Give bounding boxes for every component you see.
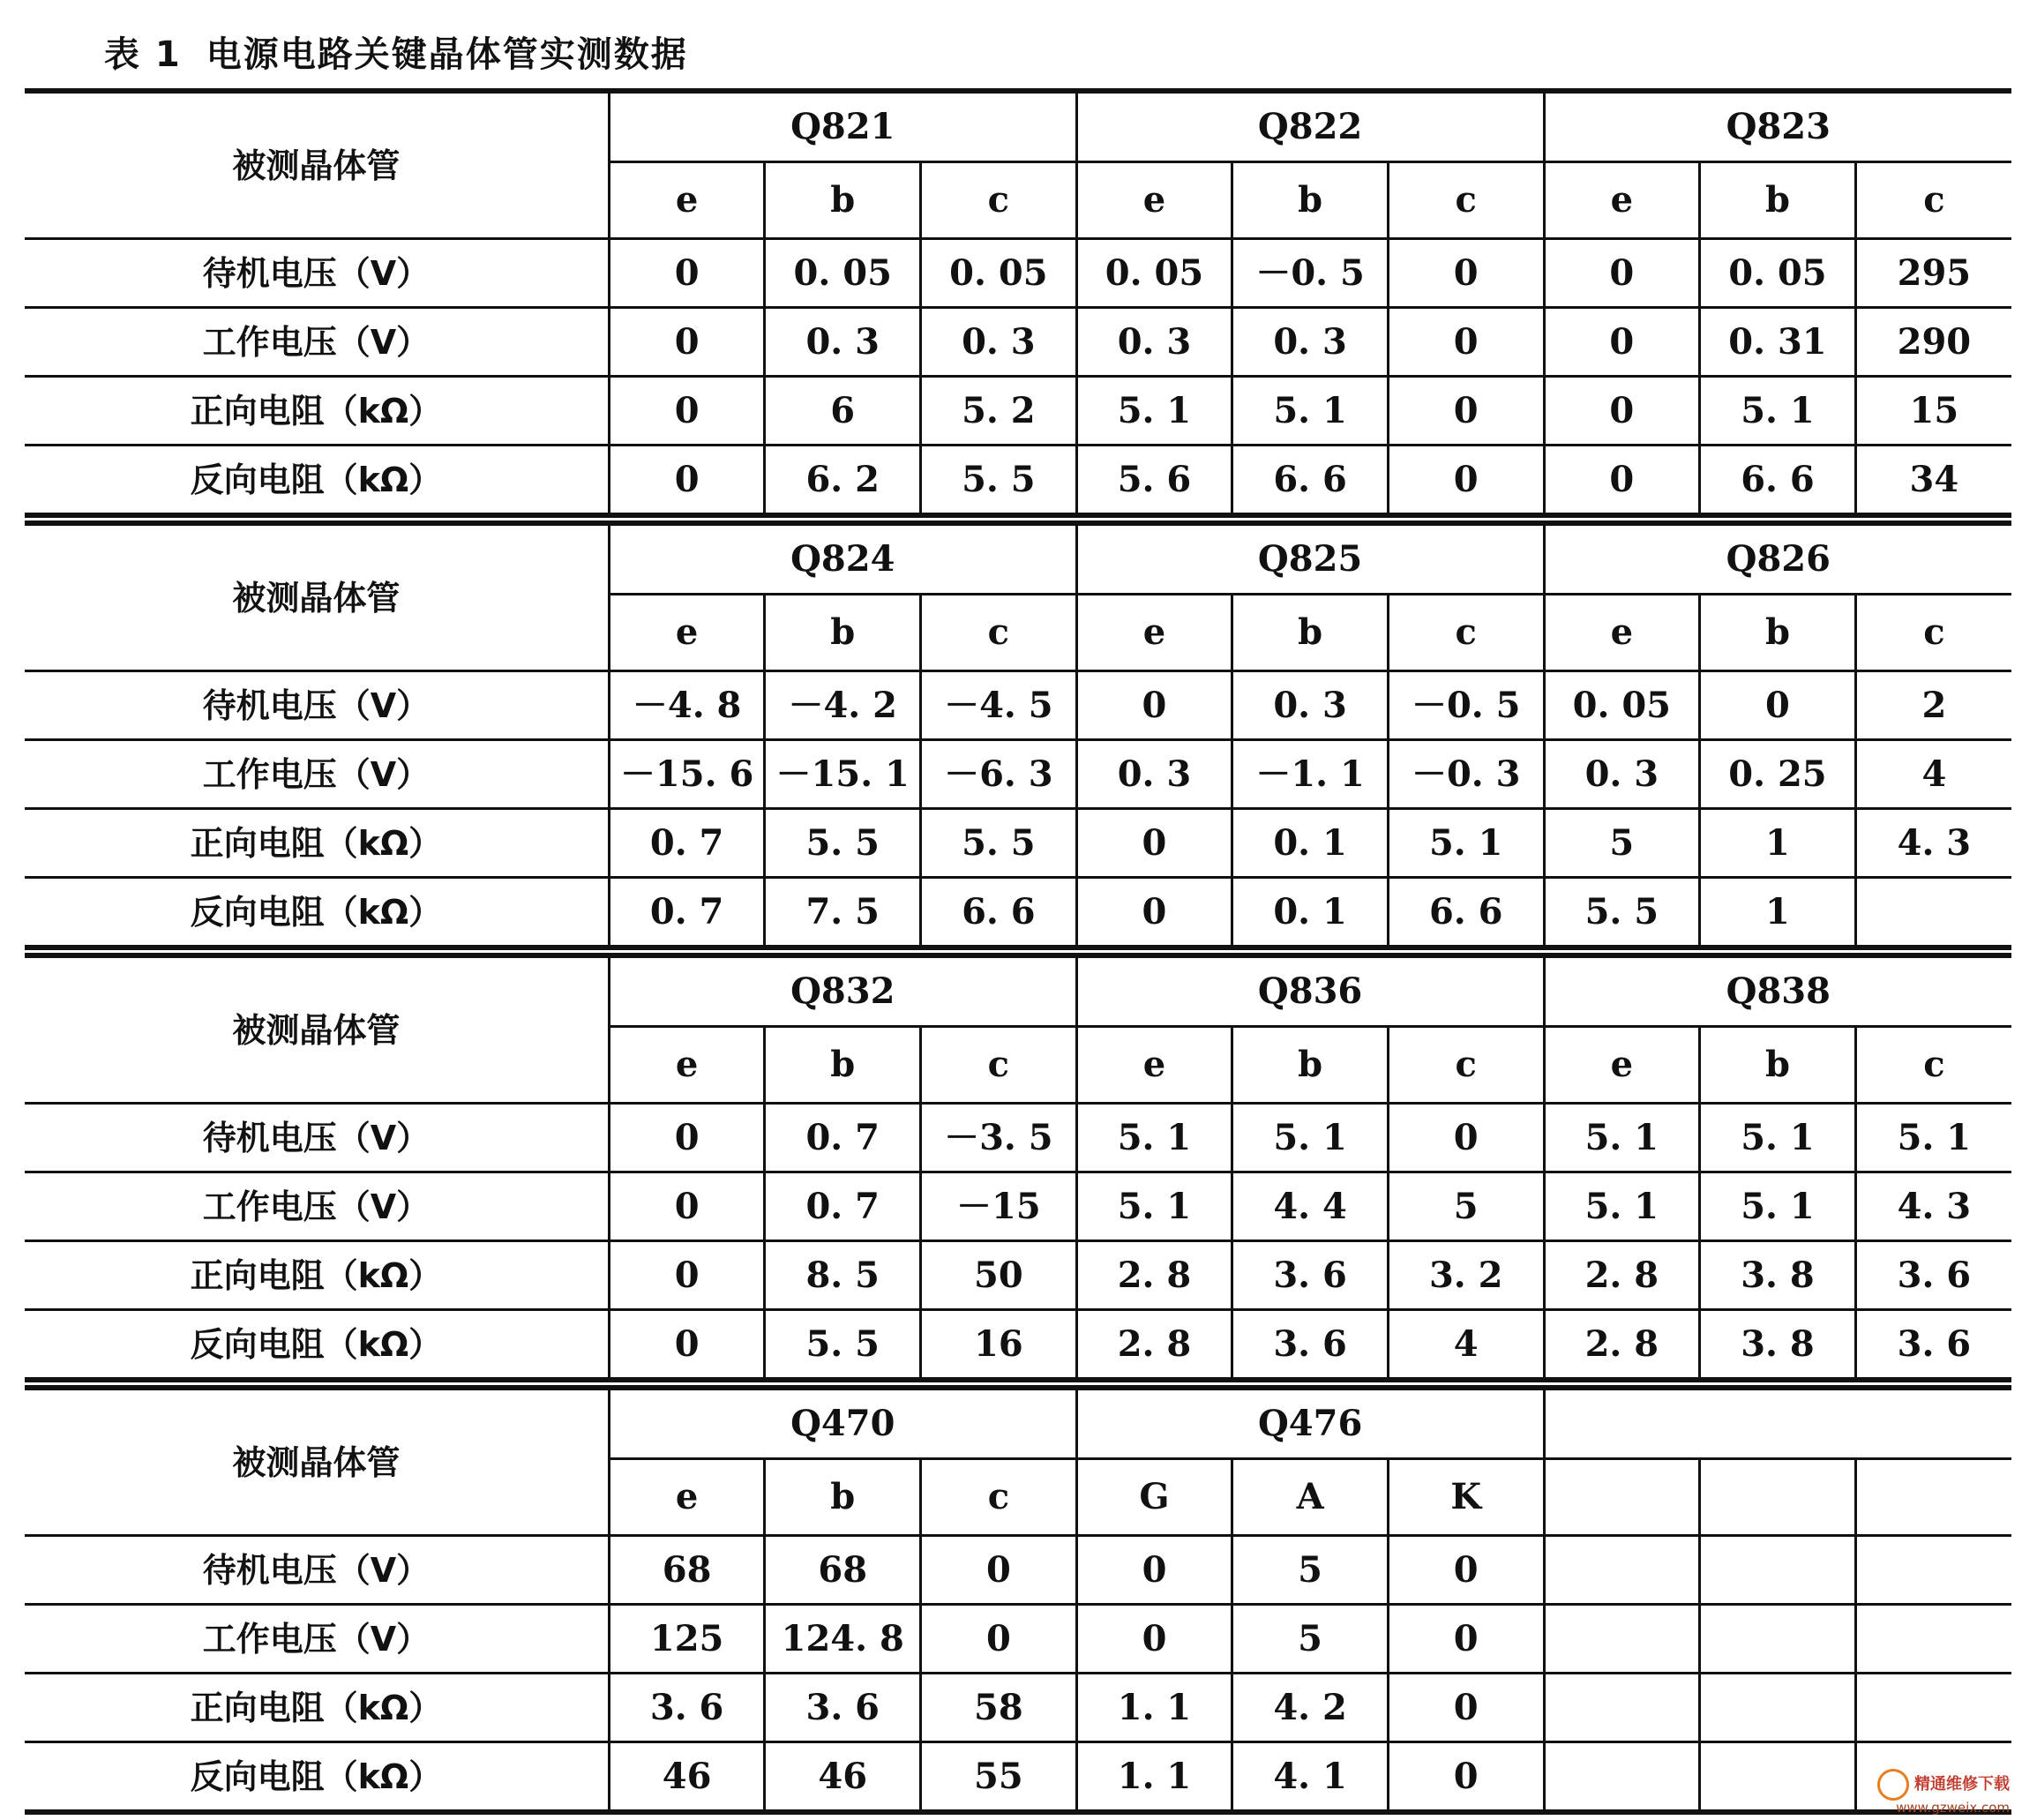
pin-label: e	[1544, 595, 1700, 671]
measurement-value: 0	[609, 1104, 765, 1172]
pin-label: e	[609, 595, 765, 671]
measurement-value: －0. 5	[1388, 671, 1544, 740]
measurement-value: 4. 3	[1855, 809, 2011, 878]
pin-label: c	[921, 162, 1077, 239]
measurement-value: 16	[921, 1310, 1077, 1381]
measurement-value: 46	[609, 1742, 765, 1813]
pin-label: c	[1388, 162, 1544, 239]
measurement-value: 1	[1700, 878, 1856, 948]
measurement-value: 0	[1388, 1674, 1544, 1742]
pin-label: e	[1076, 595, 1232, 671]
row-label-reverse: 反向电阻（kΩ）	[25, 1310, 609, 1381]
pin-label: e	[1076, 1027, 1232, 1104]
measurement-value: 34	[1855, 446, 2011, 516]
transistor-name: Q821	[609, 91, 1076, 162]
pin-label: b	[765, 1027, 921, 1104]
pin-label: b	[765, 1459, 921, 1536]
measurement-value: 0	[1544, 308, 1700, 377]
measurement-value	[1700, 1674, 1856, 1742]
measurement-value: 5	[1388, 1172, 1544, 1241]
measurement-value: 0	[609, 1310, 765, 1381]
measurement-value: 0. 3	[1232, 308, 1389, 377]
header-label: 被测晶体管	[25, 1388, 609, 1536]
pin-label: G	[1076, 1459, 1232, 1536]
measurement-value: 5. 1	[1855, 1104, 2011, 1172]
measurement-value: 0	[609, 308, 765, 377]
measurement-value: 0. 3	[921, 308, 1077, 377]
measurement-value: 0. 05	[921, 239, 1077, 308]
watermark-logo-icon	[1877, 1769, 1909, 1801]
measurement-value: 1. 1	[1076, 1742, 1232, 1813]
pin-label: b	[765, 595, 921, 671]
table-caption	[104, 26, 688, 77]
measurement-value: 5. 6	[1076, 446, 1232, 516]
pin-label: c	[921, 1027, 1077, 1104]
measurement-value: 6. 6	[1700, 446, 1856, 516]
measurement-value: 5. 1	[1232, 377, 1389, 446]
transistor-name: Q823	[1544, 91, 2011, 162]
row-label-reverse: 反向电阻（kΩ）	[25, 446, 609, 516]
pin-label: b	[1232, 162, 1389, 239]
measurement-value: 5. 1	[1076, 1172, 1232, 1241]
measurement-value: 0	[1076, 809, 1232, 878]
pin-label: b	[1700, 1027, 1856, 1104]
measurement-value: －15. 6	[609, 740, 765, 809]
measurement-value: －3. 5	[921, 1104, 1077, 1172]
pin-label: K	[1388, 1459, 1544, 1536]
measurement-value: 5	[1232, 1605, 1389, 1674]
pin-label: c	[1388, 595, 1544, 671]
measurement-value: 4	[1388, 1310, 1544, 1381]
pin-label: b	[1232, 1027, 1389, 1104]
measurement-value: 6. 2	[765, 446, 921, 516]
measurement-value: 5. 1	[1700, 1172, 1856, 1241]
measurement-value: 1. 1	[1076, 1674, 1232, 1742]
table-row	[25, 1241, 2011, 1310]
table-row	[25, 1536, 2011, 1605]
measurement-value: －0. 5	[1232, 239, 1389, 308]
measurement-value: 5. 1	[1076, 1104, 1232, 1172]
header-label: 被测晶体管	[25, 523, 609, 671]
watermark-url: www.gzweix.com	[1896, 1799, 2010, 1816]
table-row	[25, 377, 2011, 446]
table-row	[25, 1310, 2011, 1381]
measurement-value: 0	[609, 239, 765, 308]
watermark	[1877, 1769, 2010, 1816]
transistor-name: Q470	[609, 1388, 1076, 1459]
measurement-value: 5. 5	[1544, 878, 1700, 948]
measurement-value: 68	[765, 1536, 921, 1605]
measurement-value: 3. 6	[1232, 1310, 1389, 1381]
pin-label: c	[1388, 1027, 1544, 1104]
transistor-name: Q476	[1076, 1388, 1544, 1459]
transistor-table	[25, 1385, 2011, 1815]
measurement-value: 4. 4	[1232, 1172, 1389, 1241]
measurement-value: 6	[765, 377, 921, 446]
measurement-value: 295	[1855, 239, 2011, 308]
measurement-value: 7. 5	[765, 878, 921, 948]
measurement-value: 0. 05	[765, 239, 921, 308]
measurement-value	[1700, 1536, 1856, 1605]
transistor-table-block	[25, 88, 2011, 518]
pin-label: c	[1855, 162, 2011, 239]
measurement-value: 5. 1	[1700, 1104, 1856, 1172]
transistor-table	[25, 521, 2011, 950]
measurement-value: 58	[921, 1674, 1077, 1742]
pin-label: e	[1076, 162, 1232, 239]
measurement-value: 0	[1700, 671, 1856, 740]
watermark-text: 精通维修下载	[1914, 1774, 2010, 1794]
row-label-working: 工作电压（V）	[25, 740, 609, 809]
measurement-value: 0. 31	[1700, 308, 1856, 377]
measurement-value: 55	[921, 1742, 1077, 1813]
measurement-value: 3. 6	[1855, 1310, 2011, 1381]
measurement-value: 0	[609, 446, 765, 516]
row-label-standby: 待机电压（V）	[25, 1536, 609, 1605]
measurement-value: 0	[1388, 1605, 1544, 1674]
pin-label: c	[921, 1459, 1077, 1536]
measurement-value: －4. 5	[921, 671, 1077, 740]
measurement-value: 5	[1232, 1536, 1389, 1605]
measurement-value: 0	[921, 1605, 1077, 1674]
measurement-value: －1. 1	[1232, 740, 1389, 809]
measurement-value: 4. 2	[1232, 1674, 1389, 1742]
measurement-value: 0	[1076, 671, 1232, 740]
measurement-value	[1544, 1674, 1700, 1742]
measurement-value: 2. 8	[1076, 1241, 1232, 1310]
caption-number: 表 1	[104, 34, 182, 75]
measurement-value: 0	[1544, 446, 1700, 516]
pin-label	[1855, 1459, 2011, 1536]
row-label-working: 工作电压（V）	[25, 1172, 609, 1241]
pin-label: b	[1700, 162, 1856, 239]
measurement-value: 0	[1388, 308, 1544, 377]
measurement-value: 8. 5	[765, 1241, 921, 1310]
measurement-value	[1855, 1605, 2011, 1674]
measurement-value: －15. 1	[765, 740, 921, 809]
measurement-value: 0	[1544, 377, 1700, 446]
pin-label: b	[1700, 595, 1856, 671]
measurement-value	[1855, 878, 2011, 948]
measurement-value: 0. 05	[1076, 239, 1232, 308]
table-row	[25, 446, 2011, 516]
measurement-value	[1855, 1536, 2011, 1605]
measurement-value: 3. 8	[1700, 1310, 1856, 1381]
table-row	[25, 671, 2011, 740]
measurement-value: 0. 05	[1544, 671, 1700, 740]
measurement-value: 2. 8	[1076, 1310, 1232, 1381]
row-label-standby: 待机电压（V）	[25, 1104, 609, 1172]
pin-label: c	[921, 595, 1077, 671]
measurement-value: 5. 1	[1388, 809, 1544, 878]
transistor-name: Q826	[1544, 523, 2011, 595]
measurement-value: 3. 6	[765, 1674, 921, 1742]
measurement-value: 46	[765, 1742, 921, 1813]
row-label-forward: 正向电阻（kΩ）	[25, 809, 609, 878]
measurement-value: 5. 5	[921, 446, 1077, 516]
measurement-value: 125	[609, 1605, 765, 1674]
table-row	[25, 1172, 2011, 1241]
transistor-table	[25, 88, 2011, 518]
measurement-value: 6. 6	[1232, 446, 1389, 516]
measurement-value: 0	[1388, 239, 1544, 308]
header-label: 被测晶体管	[25, 955, 609, 1104]
measurement-value: 0. 05	[1700, 239, 1856, 308]
row-label-working: 工作电压（V）	[25, 1605, 609, 1674]
measurement-value: －0. 3	[1388, 740, 1544, 809]
measurement-value: 2. 8	[1544, 1241, 1700, 1310]
measurement-value: 5. 2	[921, 377, 1077, 446]
measurement-value: 0	[1544, 239, 1700, 308]
transistor-table	[25, 953, 2011, 1382]
double-rule-divider	[25, 513, 2011, 516]
measurement-value: 124. 8	[765, 1605, 921, 1674]
measurement-value: 0. 7	[609, 878, 765, 948]
table-row	[25, 1605, 2011, 1674]
measurement-value: 5. 1	[1232, 1104, 1389, 1172]
table-row	[25, 308, 2011, 377]
measurement-value: 2. 8	[1544, 1310, 1700, 1381]
transistor-name: Q836	[1076, 955, 1544, 1027]
measurement-value: 0. 25	[1700, 740, 1856, 809]
measurement-value: －6. 3	[921, 740, 1077, 809]
transistor-name	[1544, 1388, 2011, 1459]
pin-label: e	[1544, 162, 1700, 239]
measurement-value: －4. 2	[765, 671, 921, 740]
row-label-standby: 待机电压（V）	[25, 239, 609, 308]
measurement-value: 290	[1855, 308, 2011, 377]
pin-label: c	[1855, 595, 2011, 671]
transistor-name: Q822	[1076, 91, 1544, 162]
measurement-value: 0	[1388, 377, 1544, 446]
measurement-value: 5. 5	[765, 809, 921, 878]
measurement-value: 0. 3	[1544, 740, 1700, 809]
caption-title: 电源电路关键晶体管实测数据	[206, 34, 688, 75]
pin-label: e	[609, 1027, 765, 1104]
pin-label: c	[1855, 1027, 2011, 1104]
measurement-value: 0. 3	[765, 308, 921, 377]
measurement-value: 0. 1	[1232, 878, 1389, 948]
measurement-value: 0	[1076, 1536, 1232, 1605]
row-label-working: 工作电压（V）	[25, 308, 609, 377]
transistor-name: Q838	[1544, 955, 2011, 1027]
measurement-value	[1544, 1605, 1700, 1674]
measurement-value: 0	[609, 1172, 765, 1241]
row-label-reverse: 反向电阻（kΩ）	[25, 1742, 609, 1813]
measurement-value: 5. 1	[1076, 377, 1232, 446]
measurement-value: 0. 3	[1232, 671, 1389, 740]
measurement-value: 0	[609, 1241, 765, 1310]
transistor-name: Q824	[609, 523, 1076, 595]
pin-label: A	[1232, 1459, 1389, 1536]
measurement-value: 0	[1388, 1536, 1544, 1605]
measurement-value: 4. 3	[1855, 1172, 2011, 1241]
table-row	[25, 809, 2011, 878]
table-row	[25, 239, 2011, 308]
measurement-value: 3. 2	[1388, 1241, 1544, 1310]
row-label-forward: 正向电阻（kΩ）	[25, 377, 609, 446]
pin-label	[1544, 1459, 1700, 1536]
table-row	[25, 878, 2011, 948]
measurement-value: 0	[1388, 1742, 1544, 1813]
pin-label: b	[1232, 595, 1389, 671]
pin-label	[1700, 1459, 1856, 1536]
transistor-table-block	[25, 521, 2011, 950]
measurement-value: 3. 6	[1855, 1241, 2011, 1310]
row-label-standby: 待机电压（V）	[25, 671, 609, 740]
measurement-value: 0	[1388, 446, 1544, 516]
measurement-value: －4. 8	[609, 671, 765, 740]
transistor-table-block	[25, 1385, 2011, 1815]
measurement-value: 5. 5	[765, 1310, 921, 1381]
table-row	[25, 740, 2011, 809]
measurement-value: －15	[921, 1172, 1077, 1241]
double-rule-divider	[25, 1378, 2011, 1381]
measurement-value: 1	[1700, 809, 1856, 878]
transistor-table-block	[25, 953, 2011, 1382]
transistor-name: Q832	[609, 955, 1076, 1027]
double-rule-divider	[25, 946, 2011, 948]
measurement-value: 5	[1544, 809, 1700, 878]
table-row	[25, 1742, 2011, 1813]
measurement-value: 5. 1	[1544, 1172, 1700, 1241]
measurement-value: 2	[1855, 671, 2011, 740]
measurement-value: 6. 6	[1388, 878, 1544, 948]
pin-label: e	[609, 1459, 765, 1536]
measurement-value: 3. 6	[1232, 1241, 1389, 1310]
measurement-value: 50	[921, 1241, 1077, 1310]
table-row	[25, 1674, 2011, 1742]
measurement-value: 0	[1388, 1104, 1544, 1172]
measurement-value: 0	[609, 377, 765, 446]
measurement-value: 3. 8	[1700, 1241, 1856, 1310]
measurement-value: 0	[921, 1536, 1077, 1605]
measurement-value	[1700, 1742, 1856, 1813]
table-row	[25, 1104, 2011, 1172]
measurement-value	[1855, 1674, 2011, 1742]
measurement-value: 0. 7	[765, 1172, 921, 1241]
measurement-value: 0	[1076, 878, 1232, 948]
measurement-value: 0. 7	[609, 809, 765, 878]
measurement-value: 0. 3	[1076, 308, 1232, 377]
row-label-reverse: 反向电阻（kΩ）	[25, 878, 609, 948]
measurement-value: 6. 6	[921, 878, 1077, 948]
measurement-value	[1700, 1605, 1856, 1674]
transistor-name: Q825	[1076, 523, 1544, 595]
row-label-forward: 正向电阻（kΩ）	[25, 1674, 609, 1742]
row-label-forward: 正向电阻（kΩ）	[25, 1241, 609, 1310]
measurement-value: 0	[1076, 1605, 1232, 1674]
measurement-value: 5. 1	[1544, 1104, 1700, 1172]
pin-label: e	[609, 162, 765, 239]
measurement-value: 4	[1855, 740, 2011, 809]
measurement-value: 3. 6	[609, 1674, 765, 1742]
measurement-value: 68	[609, 1536, 765, 1605]
measurement-value: 0. 7	[765, 1104, 921, 1172]
pin-label: b	[765, 162, 921, 239]
measurement-value: 4. 1	[1232, 1742, 1389, 1813]
measurement-value: 5. 5	[921, 809, 1077, 878]
measurement-value: 0. 1	[1232, 809, 1389, 878]
measurement-value	[1544, 1742, 1700, 1813]
measurement-value	[1544, 1536, 1700, 1605]
measurement-value: 5. 1	[1700, 377, 1856, 446]
header-label: 被测晶体管	[25, 91, 609, 239]
measurement-value: 15	[1855, 377, 2011, 446]
pin-label: e	[1544, 1027, 1700, 1104]
measurement-value: 0. 3	[1076, 740, 1232, 809]
